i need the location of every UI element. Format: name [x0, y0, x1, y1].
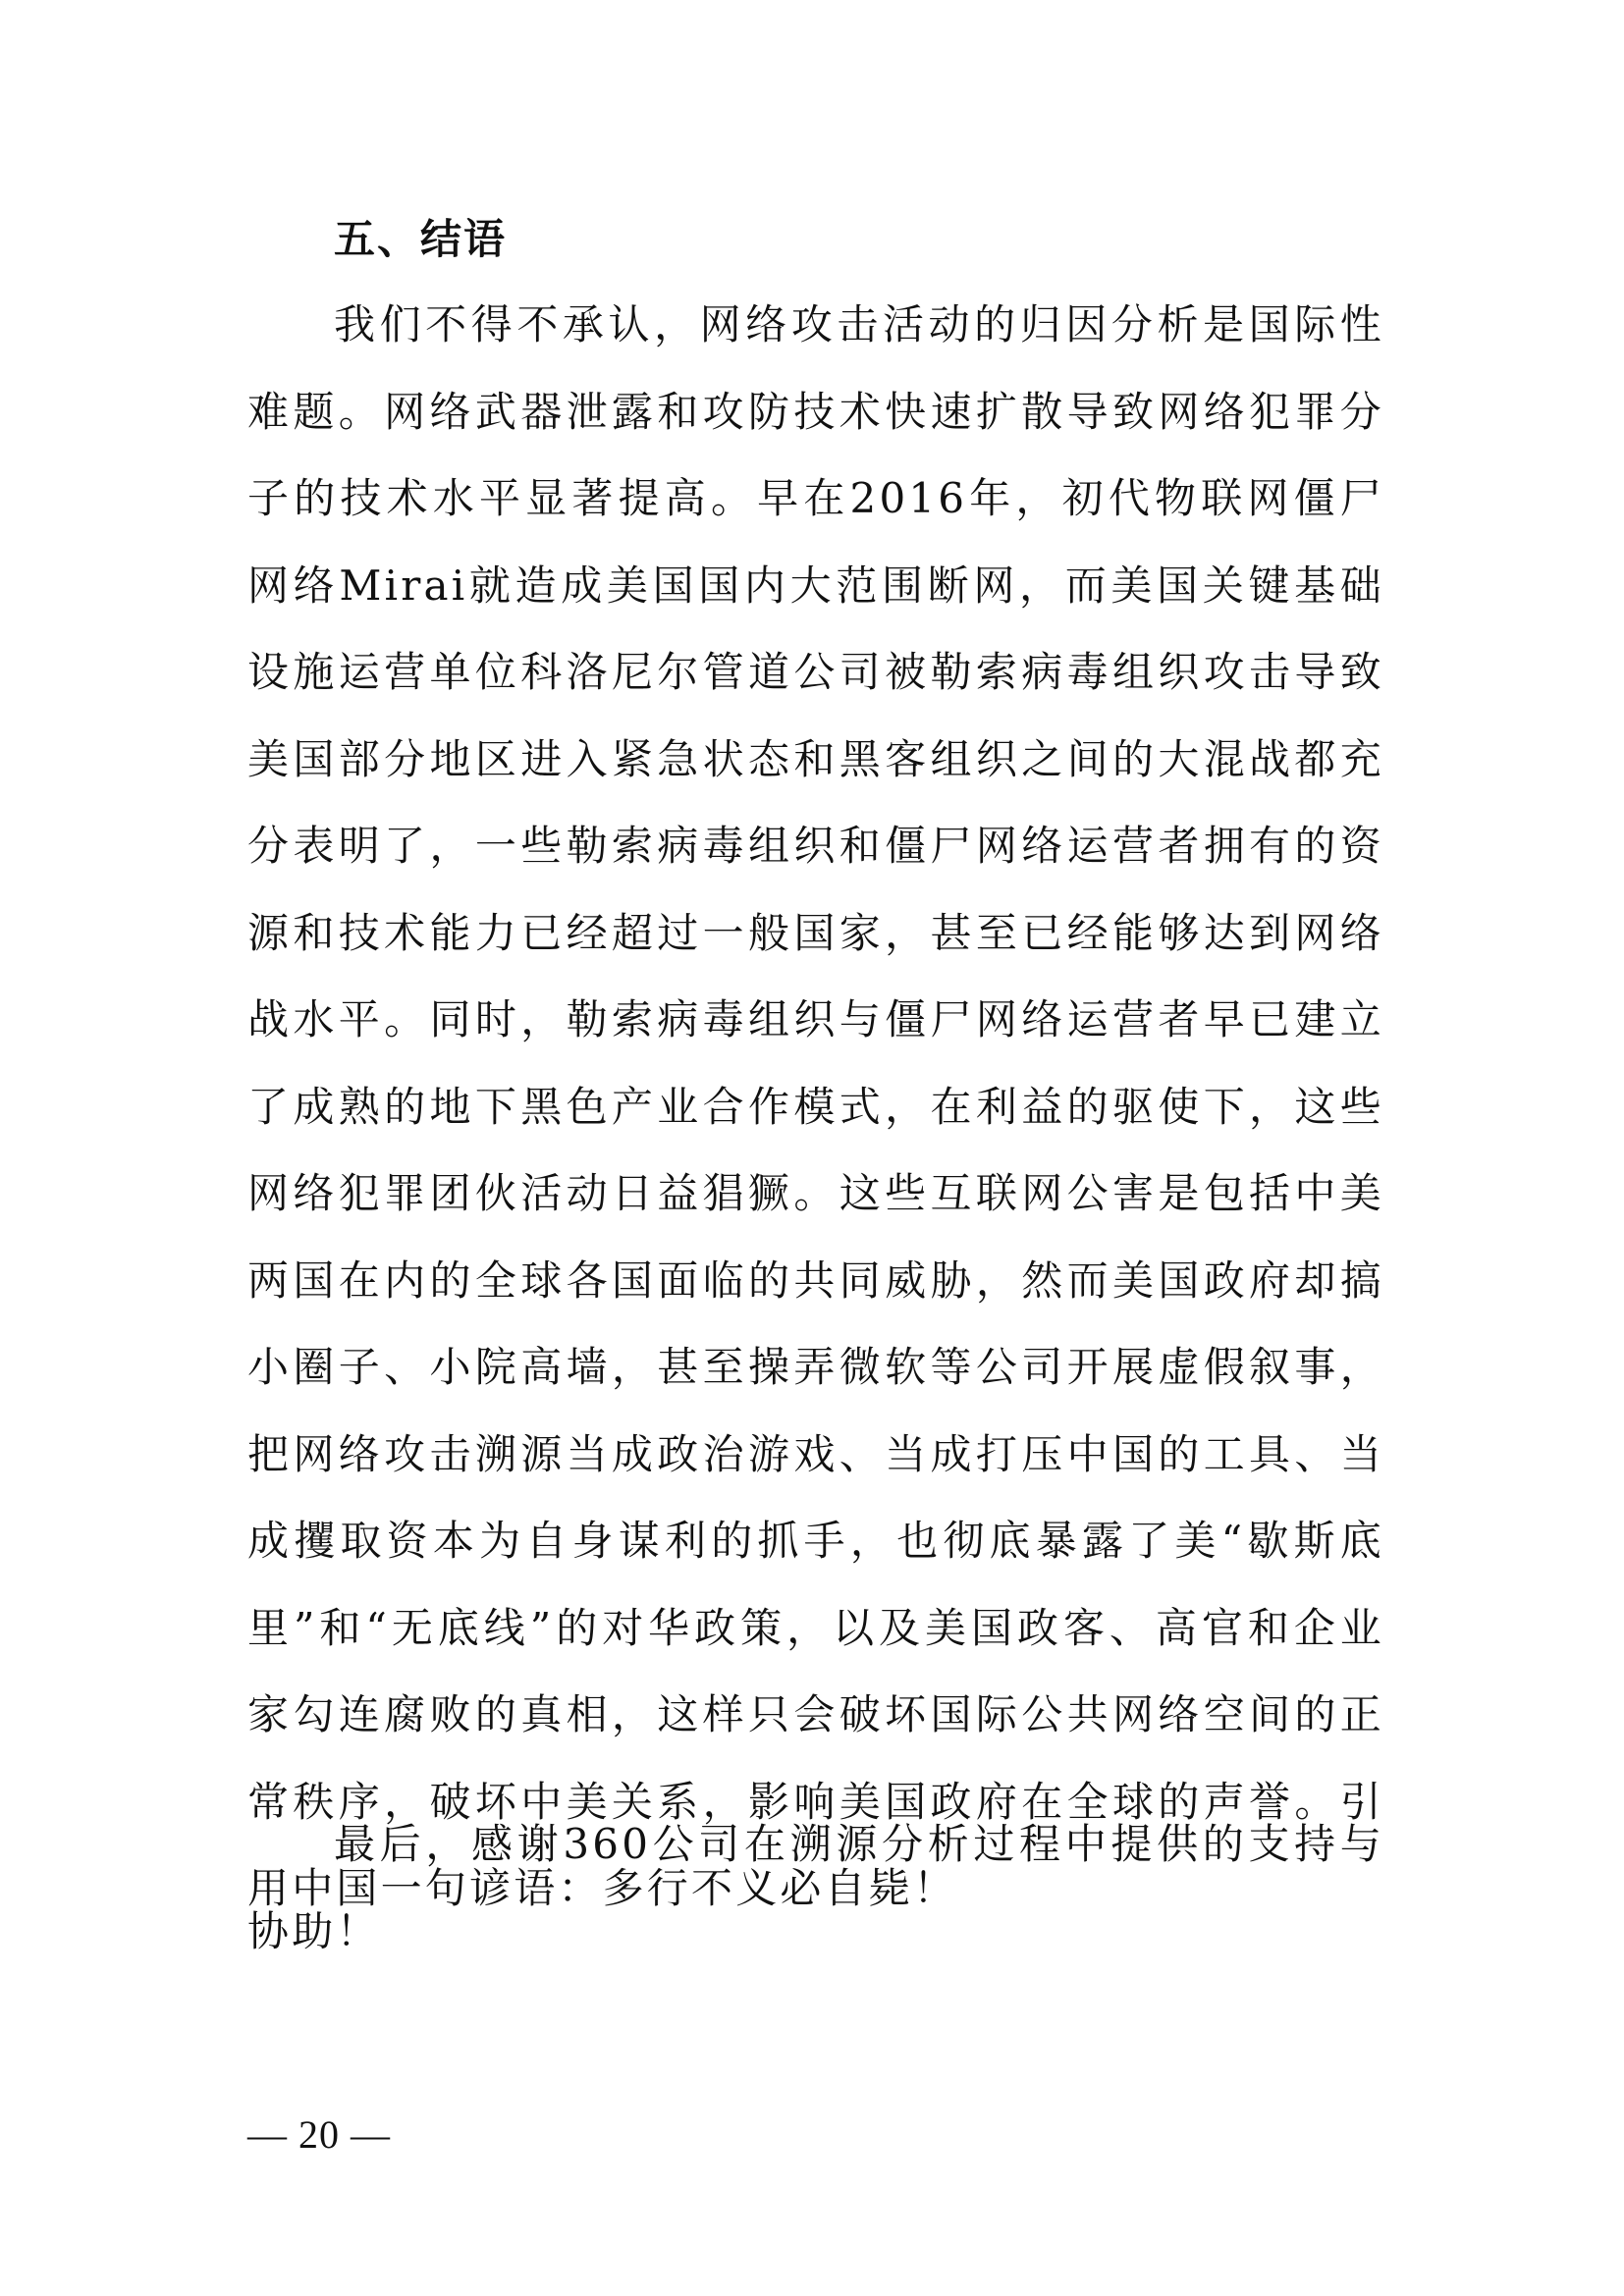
body-paragraph-acknowledgement: 最后，感谢360公司在溯源分析过程中提供的支持与协助！	[247, 1820, 1384, 1955]
page-number: — 20 —	[247, 2112, 391, 2157]
body-paragraph-conclusion: 我们不得不承认，网络攻击活动的归因分析是国际性难题。网络武器泄露和攻防技术快速扩散导致网络犯罪分子的技术水平显著提高。早在2016年，初代物联网僵尸网络Mirai就造成美国国内大范围断网，而美国关键基础设施运营单位科洛尼尔管道公司被勒索病毒组织攻击导致美国部分地区进入紧急状态和黑客组织之间的大混战都充分表明了，一些勒索病毒组织和僵尸网络运营者拥有的资源和技术能力已经超过一般国家，甚至已经能够达到网络战水平。同时，勒索病毒组织与僵尸网络运营者早已建立了成熟的地下黑色产业合作模式，在利益的驱使下，这些网络犯罪团伙活动日益猖獗。这些互联网公害是包括中美两国在内的全球各国面临的共同威胁，然而美国政府却搞小圈子、小院高墙，甚至操弄微软等公司开展虚假叙事，把网络攻击溯源当成政治游戏、当成打压中国的工具、当成攫取资本为自身谋利的抓手，也彻底暴露了美“歇斯底里”和“无底线”的对华政策，以及美国政客、高官和企业家勾连腐败的真相，这样只会破坏国际公共网络空间的正常秩序，破坏中美关系，影响美国政府在全球的声誉。引用中国一句谚语：多行不义必自毙！	[247, 300, 1384, 1912]
section-heading: 五、结语	[334, 215, 508, 263]
